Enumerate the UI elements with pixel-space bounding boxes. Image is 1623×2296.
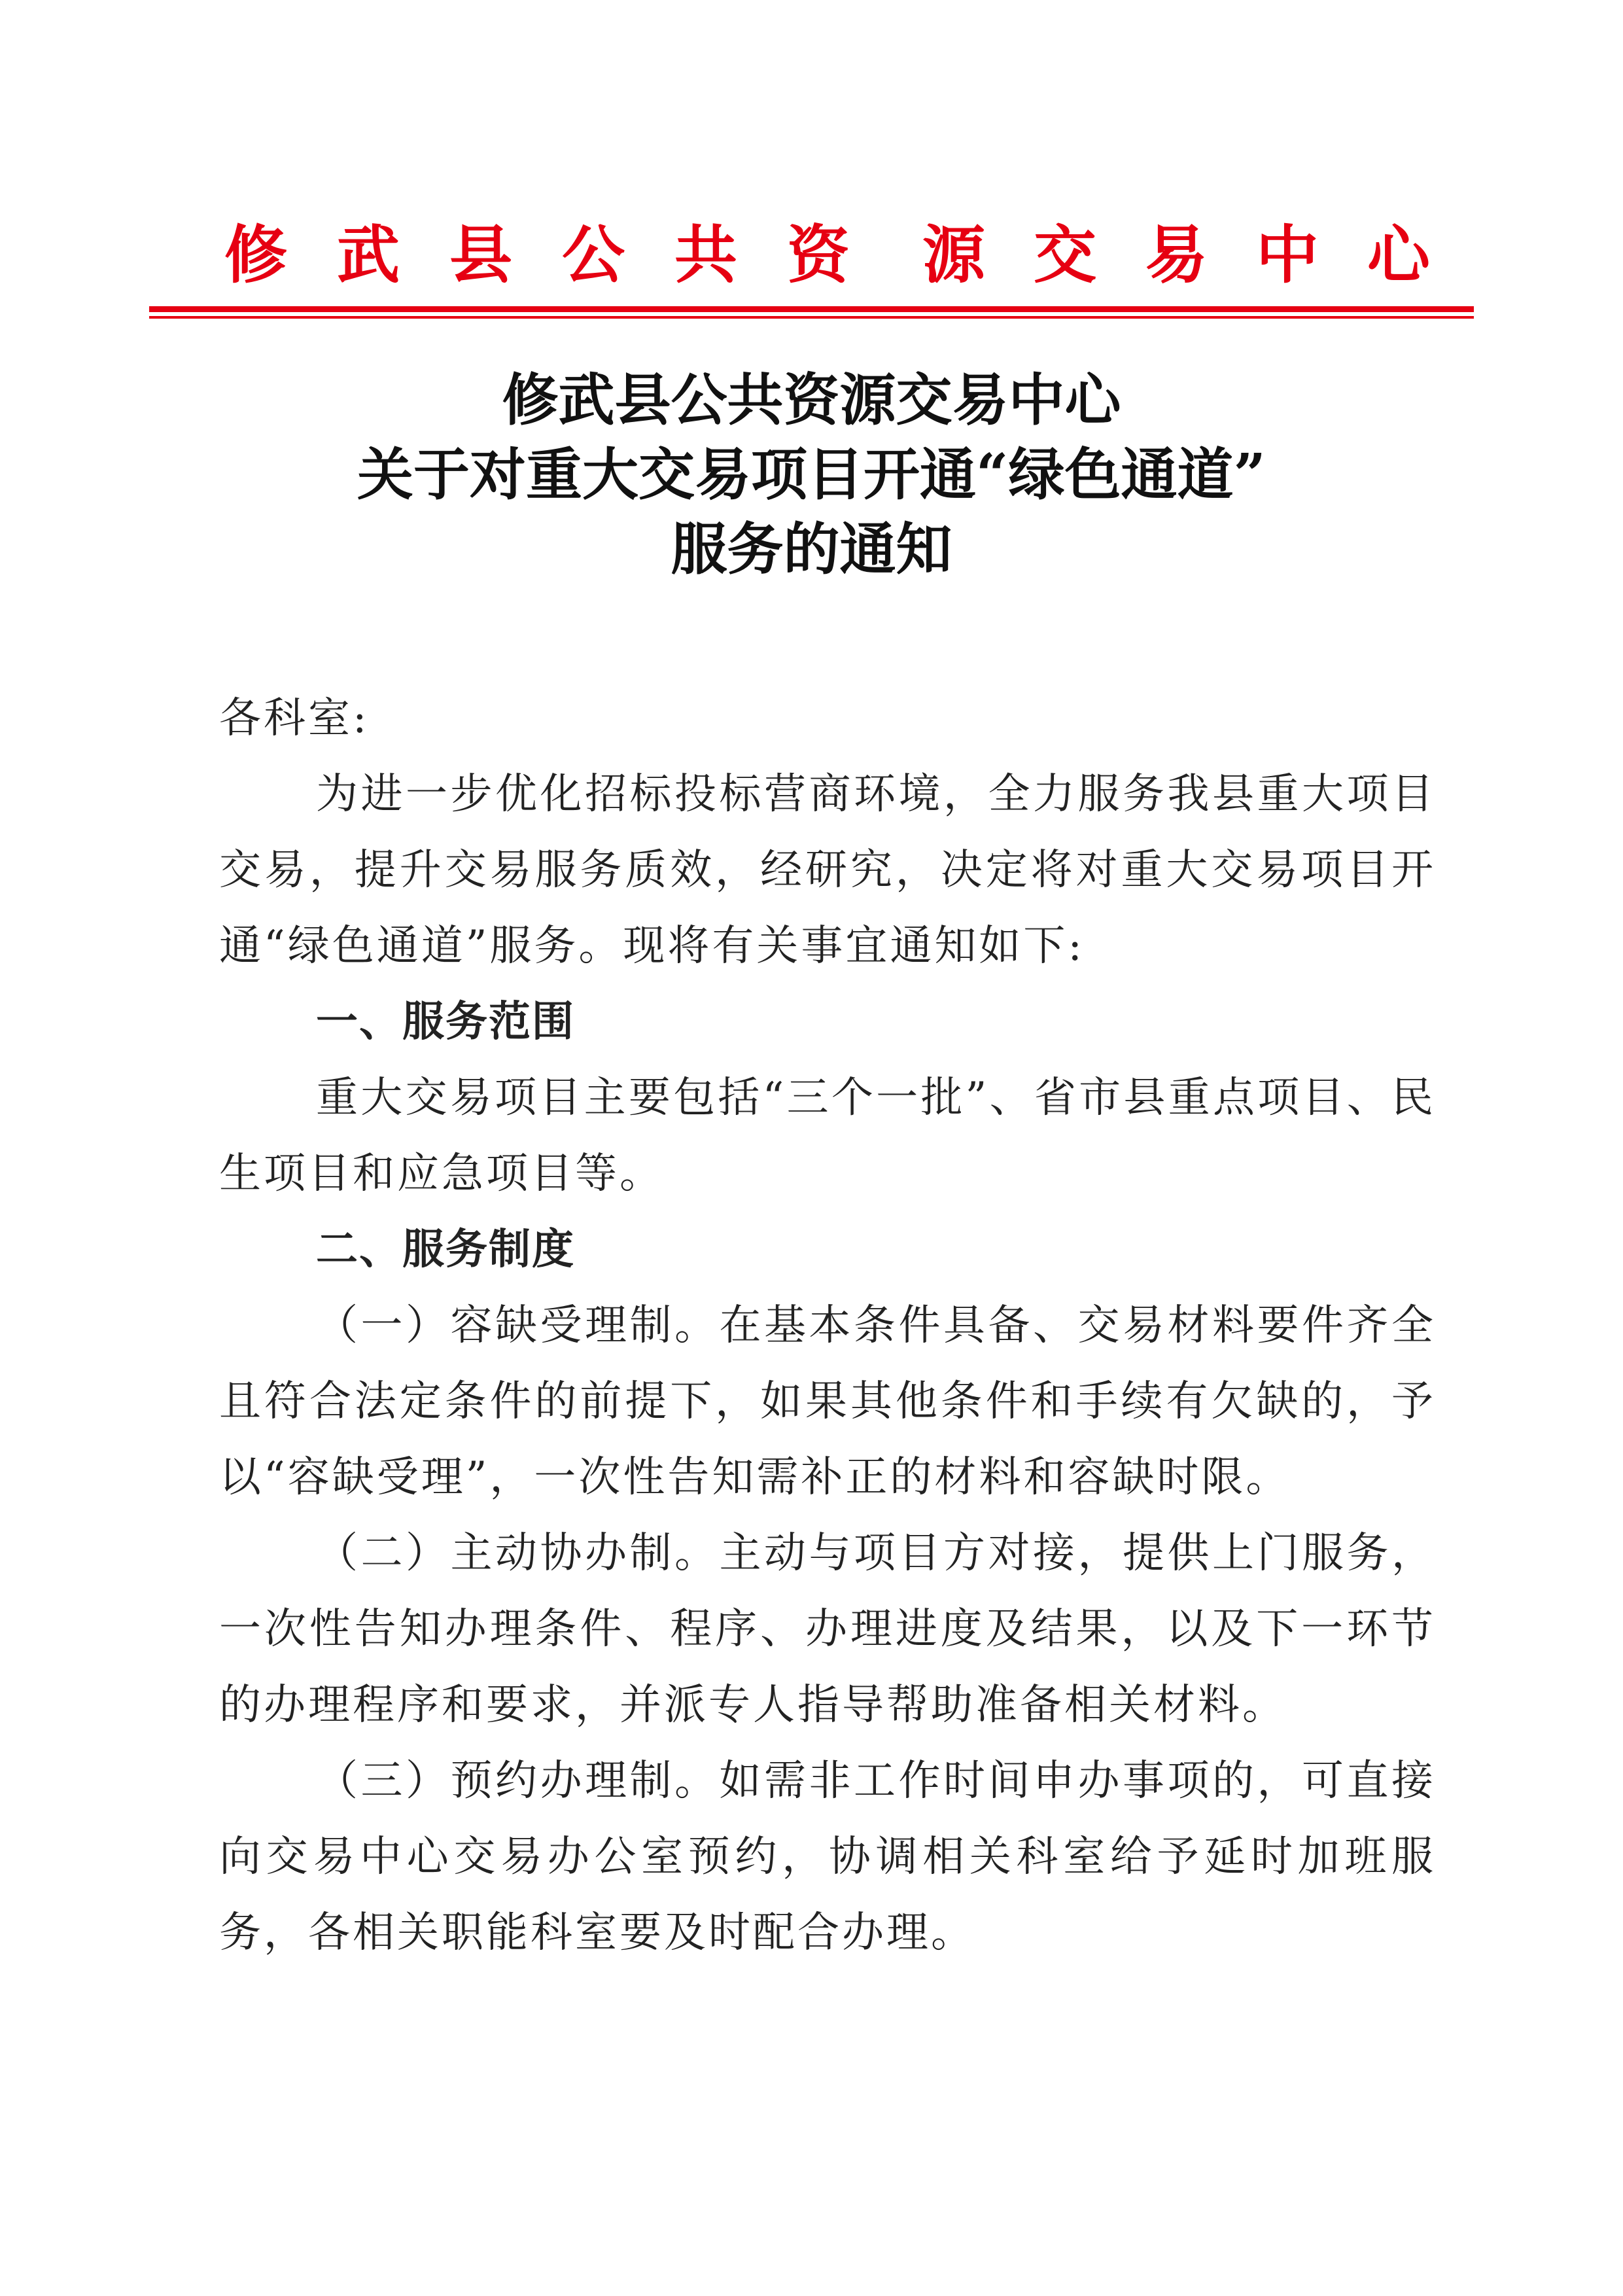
section-2-item-3: （三）预约办理制。如需非工作时间申办事项的，可直接向交易中心交易办公室预约，协调相关科室给予延时加班服务，各相关职能科室要及时配合办理。 [219, 1757, 1436, 1957]
document-body [219, 680, 1436, 1971]
letterhead-char: 易 [1145, 218, 1208, 292]
section-2-heading: 二、服务制度 [316, 1226, 575, 1274]
letterhead-char: 县 [449, 218, 512, 292]
title-line-2: 关于对重大交易项目开通“绿色通道” [357, 442, 1266, 508]
intro-paragraph: 为进一步优化招标投标营商环境，全力服务我县重大项目交易，提升交易服务质效，经研究，决定将对重大交易项目开通“绿色通道”服务。现将有关事宜通知如下: [219, 770, 1436, 970]
letterhead-char: 源 [922, 218, 985, 292]
letterhead-char: 资 [787, 218, 850, 292]
section-1-paragraph: 重大交易项目主要包括“三个一批”、省市县重点项目、民生项目和应急项目等。 [219, 1074, 1436, 1198]
salutation: 各科室: [219, 694, 370, 743]
letterhead-char: 公 [562, 218, 625, 292]
section-2-item-2: （二）主动协办制。主动与项目方对接，提供上门服务，一次性告知办理条件、程序、办理进度及结果，以及下一环节的办理程序和要求，并派专人指导帮助准备相关材料。 [219, 1529, 1436, 1729]
letterhead [149, 209, 1474, 327]
letterhead-char: 共 [674, 218, 737, 292]
title-line-3: 服务的通知 [671, 516, 952, 582]
letterhead-divider-thin [149, 316, 1474, 319]
title-line-1: 修武县公共资源交易中心 [502, 367, 1121, 433]
section-1-heading: 一、服务范围 [316, 998, 575, 1046]
letterhead-char: 交 [1034, 218, 1096, 292]
letterhead-title [149, 209, 1474, 301]
letterhead-char: 武 [337, 218, 400, 292]
letterhead-divider-thick [149, 306, 1474, 312]
section-2-item-1: （一）容缺受理制。在基本条件具备、交易材料要件齐全且符合法定条件的前提下，如果其他条件和手续有欠缺的，予以“容缺受理”，一次性告知需补正的材料和容缺时限。 [219, 1301, 1436, 1502]
document-title [0, 363, 1623, 587]
letterhead-char: 修 [224, 218, 287, 292]
letterhead-char: 中 [1256, 218, 1319, 292]
letterhead-char: 心 [1367, 218, 1430, 292]
